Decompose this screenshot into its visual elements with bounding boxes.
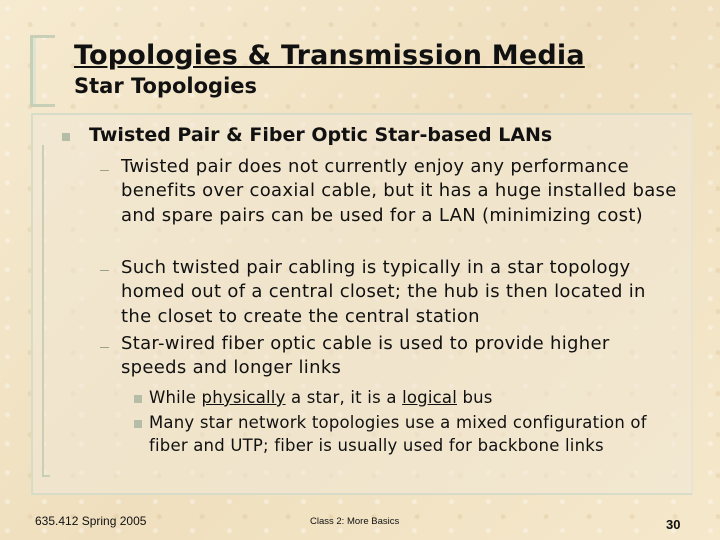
footer-class: Class 2: More Basics xyxy=(310,516,400,527)
text-segment: While xyxy=(149,388,202,407)
bullet-square-icon xyxy=(62,133,70,141)
text-segment: bus xyxy=(457,388,493,407)
sub-bullet-3: Star-wired fiber optic cable is used to provide higher speeds and longer links xyxy=(121,333,610,379)
footer-course: 635.412 Spring 2005 xyxy=(35,514,147,528)
logical-term: logical xyxy=(402,388,457,407)
title-bracket-decoration xyxy=(30,35,55,107)
sub-sub-bullet-2: Many star network topologies use a mixed configuration of fiber and UTP; fiber is usually used for backbone links xyxy=(149,413,647,455)
sub-sub-bullet-1 xyxy=(149,386,669,409)
panel-bar-decoration xyxy=(42,145,50,477)
bullet-square-icon xyxy=(134,395,142,403)
page-number: 30 xyxy=(666,517,681,532)
bullet-square-icon xyxy=(134,420,142,428)
sub-bullet-2: Such twisted pair cabling is typically in a star topology homed out of a central closet; the hub is then located in the closet to create the central station xyxy=(121,257,646,327)
text-segment: a star, it is a xyxy=(285,388,403,407)
slide-subtitle: Star Topologies xyxy=(74,74,258,98)
main-bullet-heading: Twisted Pair & Fiber Optic Star-based LANs xyxy=(89,124,553,146)
dash-icon xyxy=(100,170,109,171)
dash-icon xyxy=(100,347,109,348)
slide-title: Topologies & Transmission Media xyxy=(74,40,585,71)
sub-bullet-1: Twisted pair does not currently enjoy any performance benefits over coaxial cable, but it has a huge installed base and spare pairs can be used for a LAN (minimizing cost) xyxy=(121,156,677,226)
dash-icon xyxy=(100,270,109,271)
physically-term: physically xyxy=(201,388,286,407)
